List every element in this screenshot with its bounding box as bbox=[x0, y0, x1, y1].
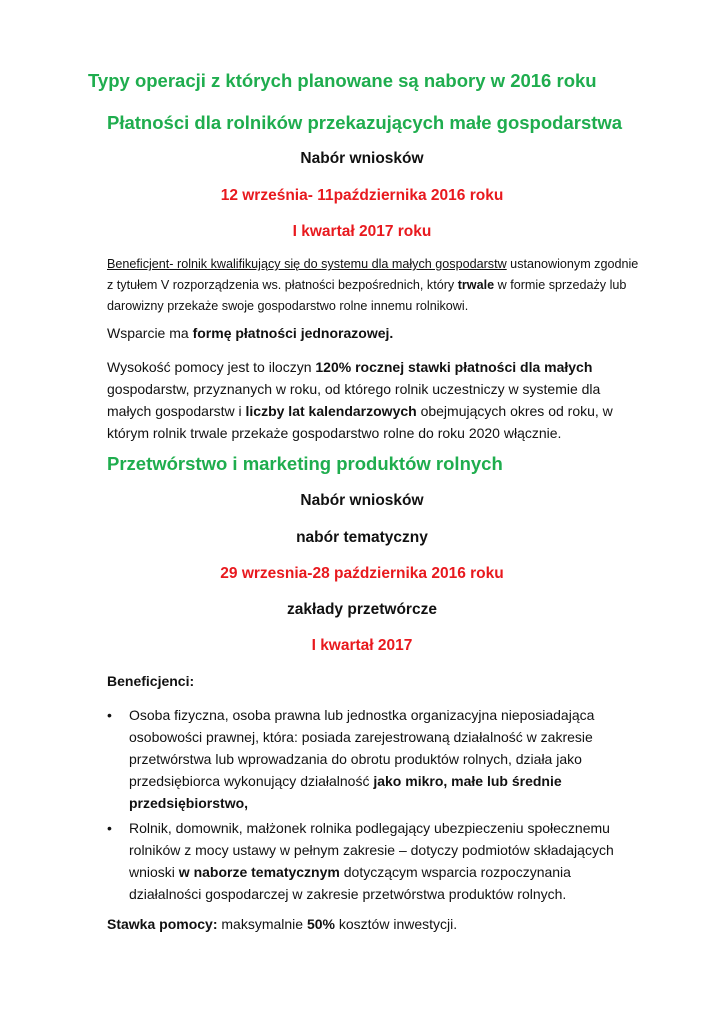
bullet-symbol: • bbox=[107, 707, 112, 723]
wysokosc-paragraph bbox=[107, 356, 647, 444]
section2-quarter: I kwartał 2017 bbox=[311, 637, 413, 654]
beneficjent-text-2: w formie sprzedaży lub darowizny przekaże swoje gospodarstwo rolne innemu rolnikowi. bbox=[107, 278, 627, 313]
beneficjent-text-1: ustanowionym zgodnie z tytułem V rozporządzenia ws. płatności bezpośrednich, który bbox=[107, 257, 639, 292]
document-title: Typy operacji z których planowane są nabory w 2016 roku bbox=[88, 70, 597, 91]
section2-zaklady: zakłady przetwórcze bbox=[287, 601, 437, 618]
section2-dates: 29 wrzesnia-28 października 2016 roku bbox=[220, 565, 504, 582]
bullet-1-text bbox=[129, 704, 627, 814]
wysokosc-text-1: Wysokość pomocy jest to iloczyn bbox=[107, 359, 316, 375]
section1-nabor: Nabór wniosków bbox=[300, 150, 424, 167]
bullet-1-bold: jako mikro, małe lub średnie przedsiębiorstwo, bbox=[129, 773, 562, 811]
wysokosc-bold-1: 120% rocznej stawki płatności dla małych bbox=[315, 359, 593, 375]
bullet-2-plain-1: Rolnik, domownik, małżonek rolnika podlegający ubezpieczeniu społecznemu rolników z mocy ustawy w pełnym zakresie – dotyczy podmiotów składających wnioski bbox=[129, 820, 614, 880]
bullet-2-text bbox=[129, 817, 627, 905]
section2-heading: Przetwórstwo i marketing produktów rolnych bbox=[107, 453, 503, 474]
stawka-text-2: kosztów inwestycji. bbox=[334, 916, 458, 932]
wsparcie-bold: formę płatności jednorazowej. bbox=[192, 325, 394, 341]
wysokosc-text-2: gospodarstw, przyznanych w roku, od którego rolnik uczestniczy w systemie dla małych gospodarstw i bbox=[107, 381, 601, 419]
stawka-paragraph bbox=[107, 913, 647, 935]
beneficjenci-bullet-1 bbox=[107, 704, 627, 814]
bullet-1-plain: Osoba fizyczna, osoba prawna lub jednostka organizacyjna nieposiadająca osobowości prawnej, która: posiada zarejestrowaną działalność w zakresie przetwórstwa lub wprowadzania do obrotu produktów rolnych, działa jako przedsiębiorca wykonujący działalność bbox=[129, 707, 595, 789]
beneficjent-paragraph bbox=[107, 254, 647, 317]
beneficjent-bold: trwale bbox=[457, 278, 495, 292]
section1-quarter: I kwartał 2017 roku bbox=[292, 223, 432, 240]
wsparcie-prefix: Wsparcie ma bbox=[107, 325, 193, 341]
beneficjenci-label: Beneficjenci: bbox=[107, 673, 195, 689]
section1-heading: Płatności dla rolników przekazujących małe gospodarstwa bbox=[107, 112, 623, 133]
wysokosc-text-3: obejmujących okres od roku, w którym rolnik trwale przekaże gospodarstwo rolne do roku 2020 włącznie. bbox=[107, 403, 613, 441]
section2-nabor: Nabór wniosków bbox=[300, 492, 424, 509]
section1-dates: 12 września- 11października 2016 roku bbox=[220, 187, 504, 204]
beneficjenci-bullet-2 bbox=[107, 817, 627, 905]
bullet-symbol: • bbox=[107, 820, 112, 836]
stawka-text-1: maksymalnie bbox=[217, 916, 307, 932]
wsparcie-paragraph bbox=[107, 322, 647, 344]
stawka-bold: 50% bbox=[306, 916, 335, 932]
bullet-2-bold: w naborze tematycznym bbox=[178, 864, 340, 880]
stawka-label: Stawka pomocy: bbox=[107, 916, 218, 932]
section2-tematyczny: nabór tematyczny bbox=[296, 529, 428, 546]
wysokosc-bold-2: liczby lat kalendarzowych bbox=[245, 403, 417, 419]
bullet-2-plain-2: dotyczącym wsparcia rozpoczynania działalności gospodarczej w zakresie przetwórstwa produktów rolnych. bbox=[129, 864, 571, 902]
beneficjent-definition: Beneficjent- rolnik kwalifikujący się do systemu dla małych gospodarstw bbox=[107, 257, 507, 271]
